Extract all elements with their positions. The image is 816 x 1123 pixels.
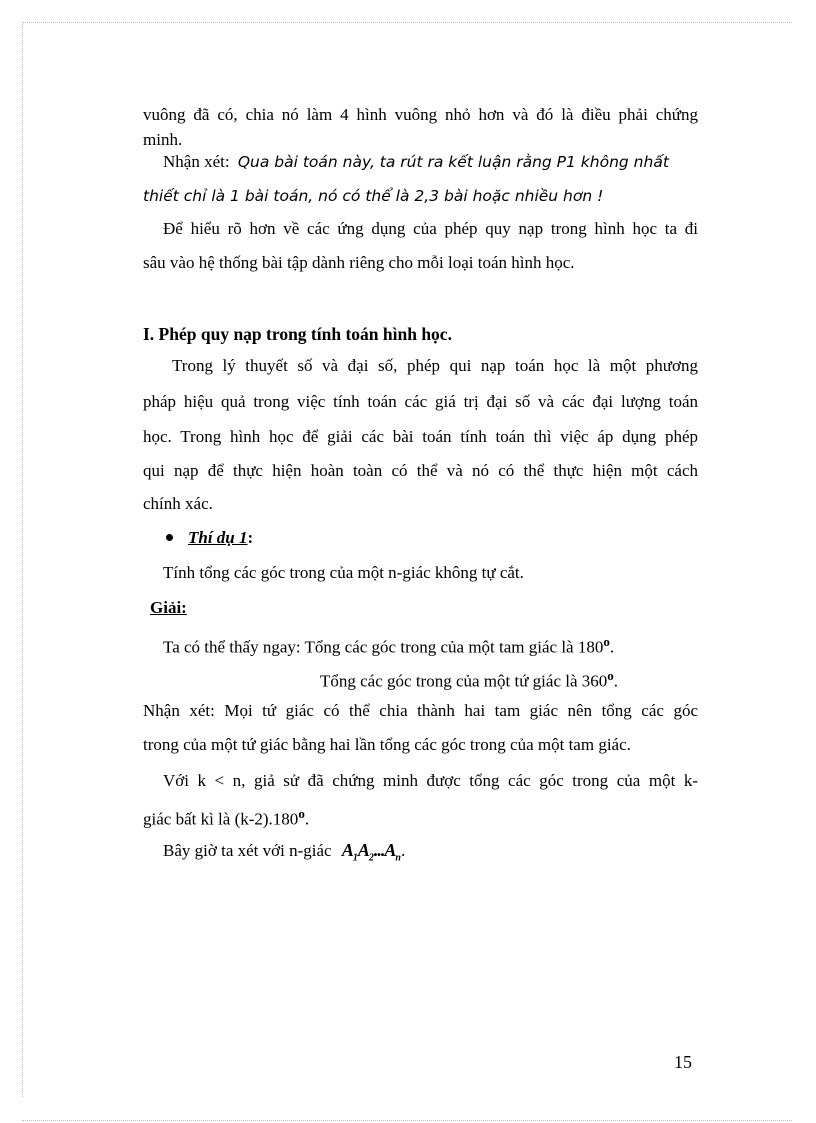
remark-text-line: thiết chỉ là 1 bài toán, nó có thể là 2,3 bài hoặc nhiều hơn ! bbox=[143, 187, 604, 205]
paragraph-line: chính xác. bbox=[143, 494, 213, 513]
remark-label: Nhận xét: bbox=[163, 152, 230, 171]
bullet-icon bbox=[166, 534, 173, 541]
degree-icon: o bbox=[603, 634, 610, 649]
next-step-line bbox=[163, 840, 405, 869]
subscript: 2 bbox=[368, 852, 374, 864]
ellipsis: ... bbox=[373, 840, 385, 860]
section-heading: I. Phép quy nạp trong tính toán hình học. bbox=[143, 324, 452, 344]
induction-text: giác bất kì là (k-2).180 bbox=[143, 809, 299, 829]
induction-line bbox=[143, 804, 309, 830]
period: . bbox=[304, 809, 310, 829]
paragraph-line: Trong lý thuyết số và đại số, phép qui nạp toán học là một phương bbox=[172, 356, 698, 375]
solution-text: Tổng các góc trong của một tứ giác là 360 bbox=[320, 671, 608, 691]
paragraph-line: pháp hiệu quả trong việc tính toán các giá trị đại số và các đại lượng toán bbox=[143, 392, 698, 411]
period: . bbox=[400, 841, 406, 860]
paragraph-line: qui nạp để thực hiện hoàn toàn có thể và nó có thể thực hiện một cách bbox=[143, 461, 698, 480]
polygon-notation bbox=[341, 840, 401, 864]
solution-text: Ta có thể thấy ngay: Tổng các góc trong của một tam giác là 180 bbox=[163, 637, 604, 657]
remark-line bbox=[163, 152, 669, 172]
solution-line bbox=[163, 632, 614, 658]
example-colon: : bbox=[247, 528, 254, 547]
period: . bbox=[609, 637, 615, 657]
remark-line: trong của một tứ giác bằng hai lần tổng các góc trong của một tam giác. bbox=[143, 735, 631, 754]
page-border-left bbox=[22, 22, 23, 1097]
remark-text: Qua bài toán này, ta rút ra kết luận rằng P1 không nhất bbox=[237, 153, 669, 171]
subscript: 1 bbox=[352, 852, 358, 864]
page-border-bottom bbox=[22, 1120, 792, 1121]
text-line: minh. bbox=[143, 130, 183, 149]
page-number: 15 bbox=[674, 1052, 692, 1072]
induction-line: Với k < n, giả sử đã chứng minh được tổng các góc trong của một k- bbox=[163, 771, 698, 790]
page-border-top bbox=[22, 22, 792, 23]
text-line: sâu vào hệ thống bài tập dành riêng cho mỗi loại toán hình học. bbox=[143, 253, 575, 272]
next-step-text: Bây giờ ta xét với n-giác bbox=[163, 841, 332, 860]
degree-icon: o bbox=[607, 668, 614, 683]
problem-statement: Tính tổng các góc trong của một n-giác không tự cắt. bbox=[163, 563, 524, 582]
vertex-a: A bbox=[341, 840, 353, 860]
vertex-a: A bbox=[384, 840, 396, 860]
paragraph-line: học. Trong hình học để giải các bài toán tính toán thì việc áp dụng phép bbox=[143, 427, 698, 446]
solution-line bbox=[320, 666, 618, 692]
remark-line: Nhận xét: Mọi tứ giác có thể chia thành hai tam giác nên tổng các góc bbox=[143, 701, 698, 720]
example-label: Thí dụ 1 bbox=[188, 528, 248, 547]
period: . bbox=[613, 671, 619, 691]
solution-label: Giải: bbox=[150, 598, 187, 617]
vertex-a: A bbox=[357, 840, 369, 860]
text-line: vuông đã có, chia nó làm 4 hình vuông nhỏ hơn và đó là điều phải chứng bbox=[143, 105, 698, 124]
text-line: Để hiểu rõ hơn về các ứng dụng của phép quy nạp trong hình học ta đi bbox=[163, 219, 698, 238]
degree-icon: o bbox=[298, 806, 305, 821]
example-title bbox=[188, 528, 253, 548]
subscript: n bbox=[395, 852, 401, 864]
